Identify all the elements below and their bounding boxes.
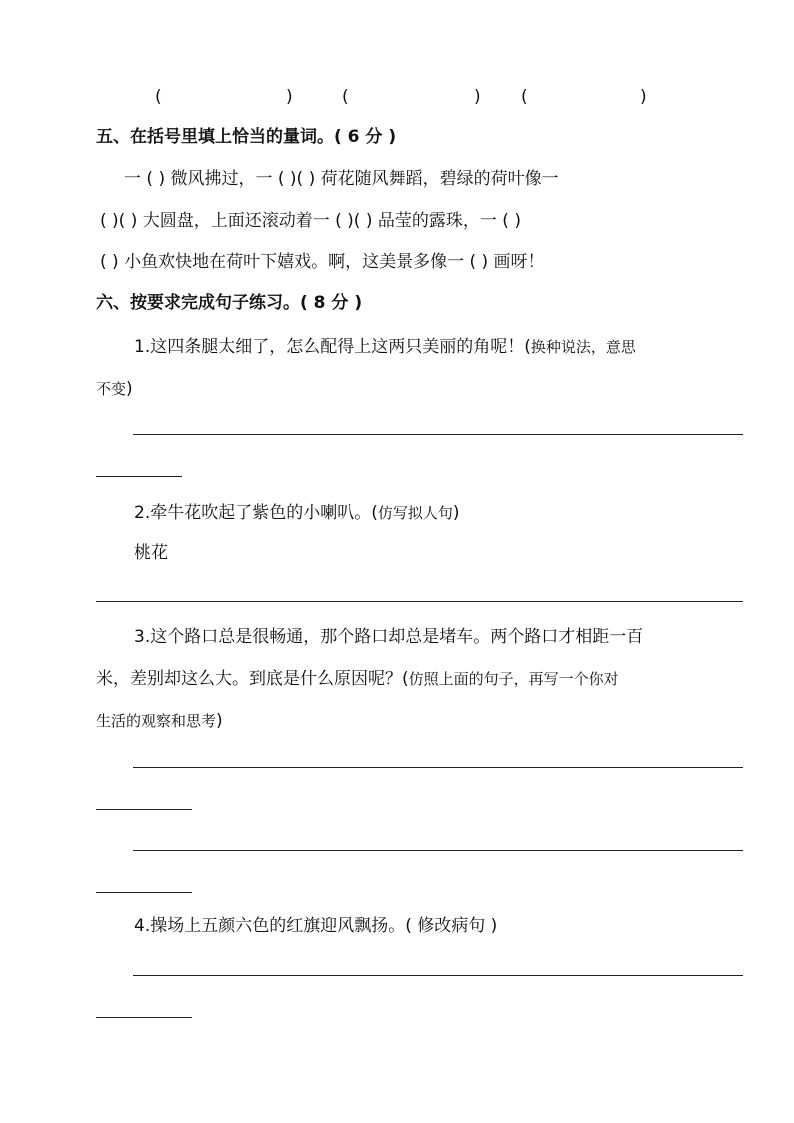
answer-line-4b[interactable] — [96, 1017, 192, 1018]
question-3-line-1: 3.这个路口总是很畅通，那个路口却总是堵车。两个路口才相距一百 — [134, 627, 644, 647]
question-1-close: ) — [126, 379, 133, 399]
answer-line-3b[interactable] — [96, 809, 192, 810]
answer-line-2[interactable] — [96, 601, 743, 602]
answer-line-3d[interactable] — [96, 892, 192, 893]
section-5-line-2: ( )( ) 大圆盘，上面还滚动着一 ( )( ) 品莹的露珠，一 ( ) — [100, 211, 521, 231]
question-1-hint: 换种说法，意思 — [530, 338, 636, 356]
paren-close-1: ) — [286, 87, 293, 107]
paren-open-2: ( — [342, 87, 349, 107]
section-5-line-1: 一 ( ) 微风拂过，一 ( )( ) 荷花随风舞蹈，碧绿的荷叶像一 — [124, 169, 559, 189]
section-6-heading: 六、按要求完成句子练习。( 8 分 ) — [96, 293, 363, 313]
question-3-text: 米，差别却这么大。到底是什么原因呢？( — [96, 669, 409, 689]
question-3-hint: 仿照上面的句子，再写一个你对 — [408, 670, 619, 688]
paren-close-3: ) — [640, 87, 647, 107]
paren-open-1: ( — [155, 87, 162, 107]
question-3-hint-2: 生活的观察和思考 — [96, 712, 217, 730]
question-1-continued — [96, 378, 133, 400]
question-2-text: 2.牵牛花吹起了紫色的小喇叭。( — [134, 503, 378, 523]
question-3-line-2 — [96, 668, 619, 690]
paren-open-3: ( — [521, 87, 528, 107]
answer-line-3c[interactable] — [133, 850, 743, 851]
question-2 — [134, 502, 460, 524]
question-1-text: 1.这四条腿太细了，怎么配得上这两只美丽的角呢！( — [134, 337, 531, 357]
section-5-heading: 五、在括号里填上恰当的量词。( 6 分 ) — [96, 127, 397, 147]
paren-close-2: ) — [474, 87, 481, 107]
answer-line-4a[interactable] — [133, 975, 743, 976]
question-1-hint-2: 不变 — [96, 380, 127, 398]
question-3-close: ) — [216, 711, 223, 731]
answer-line-3a[interactable] — [133, 767, 743, 768]
question-4: 4.操场上五颜六色的红旗迎风飘扬。( 修改病句 ) — [134, 916, 498, 936]
question-1 — [134, 336, 636, 358]
answer-line-1a[interactable] — [133, 434, 743, 435]
question-2-hint: 仿写拟人句 — [377, 504, 453, 522]
question-3-line-3 — [96, 710, 223, 732]
question-2-close: ) — [452, 503, 460, 523]
question-2-prompt: 桃花 — [134, 543, 168, 563]
section-5-line-3: ( ) 小鱼欢快地在荷叶下嬉戏。啊，这美景多像一 ( ) 画呀！ — [100, 252, 545, 272]
answer-line-1b[interactable] — [96, 476, 182, 477]
